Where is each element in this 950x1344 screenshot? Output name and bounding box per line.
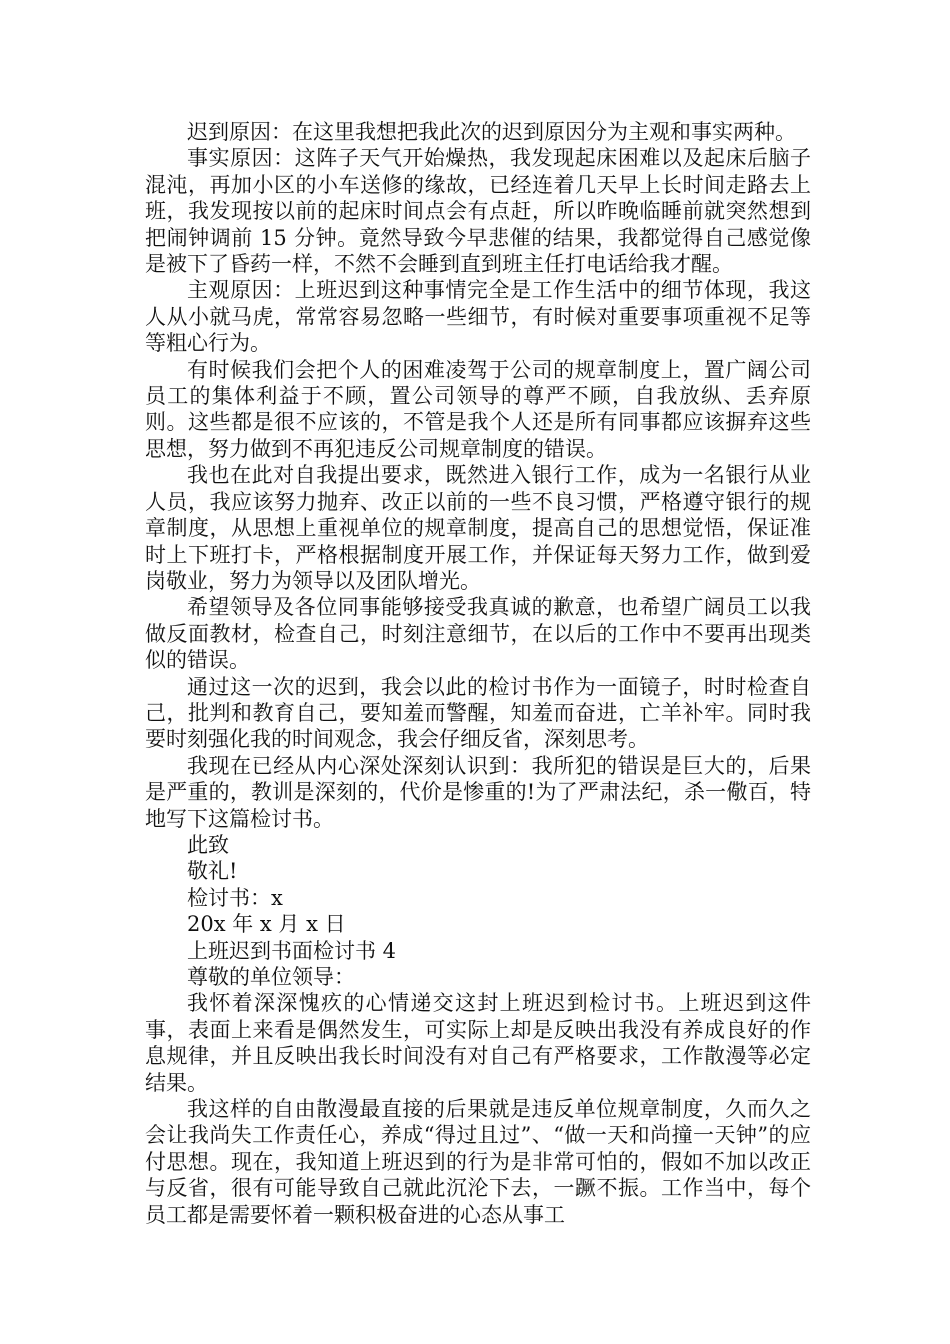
paragraph-self-requirements: 我也在此对自我提出要求，既然进入银行工作，成为一名银行从业人员，我应该努力抛弃、改正以前的一些不良习惯，严格遵守银行的规章制度，从思想上重视单位的规章制度，提高自己的思想觉悟，保证准时上下班打卡，严格根据制度开展工作，并保证每天努力工作，做到爱岗敬业，努力为领导以及团队增光。 bbox=[145, 463, 811, 593]
greeting-line: 尊敬的单位领导： bbox=[187, 965, 355, 989]
paragraph-apology: 希望领导及各位同事能够接受我真诚的歉意，也希望广阔员工以我做反面教材，检查自己，时刻注意细节，在以后的工作中不要再出现类似的错误。 bbox=[145, 595, 811, 673]
document-page bbox=[145, 119, 811, 1228]
paragraph-subjective-reasons: 主观原因：上班迟到这种事情完全是工作生活中的细节体现，我这人从小就马虎，常常容易忽略一些细节，有时候对重要事项重视不足等等粗心行为。 bbox=[145, 278, 811, 356]
signature-line: 检讨书：x bbox=[187, 885, 283, 910]
paragraph-consequences: 我这样的自由散漫最直接的后果就是违反单位规章制度，久而久之会让我尚失工作责任心，养成“得过且过”、“做一天和尚撞一天钟”的应付思想。现在，我知道上班迟到的行为是非常可怕的，假如不加以改正与反省，很有可能导致自己就此沉沦下去，一蹶不振。工作当中，每个员工都是需要怀着一颗积极奋进的心态从事工 bbox=[145, 1097, 811, 1227]
paragraph-mirror: 通过这一次的迟到，我会以此的检讨书作为一面镜子，时时检查自己，批判和教育自己，要知羞而警醒，知羞而奋进，亡羊补牢。同时我要时刻强化我的时间观念，我会仔细反省，深刻思考。 bbox=[145, 674, 811, 752]
paragraph-recognition: 我现在已经从内心深处深刻认识到：我所犯的错误是巨大的，后果是严重的，教训是深刻的，代价是惨重的!为了严肃法纪，杀一儆百，特地写下这篇检讨书。 bbox=[145, 753, 811, 831]
paragraph-company-rules: 有时候我们会把个人的困难凌驾于公司的规章制度上，置广阔公司员工的集体利益于不顾，置公司领导的尊严不顾，自我放纵、丢弃原则。这些都是很不应该的，不管是我个人还是所有同事都应该摒弃这些思想，努力做到不再犯违反公司规章制度的错误。 bbox=[145, 357, 811, 461]
paragraph-letter-intro: 我怀着深深愧疚的心情递交这封上班迟到检讨书。上班迟到这件事，表面上来看是偶然发生，可实际上却是反映出我没有养成良好的作息规律，并且反映出我长时间没有对自己有严格要求，工作散漫等必定结果。 bbox=[145, 991, 811, 1095]
date-line: 20x 年 x 月 x 日 bbox=[187, 912, 346, 937]
paragraph-late-reasons: 迟到原因：在这里我想把我此次的迟到原因分为主观和事实两种。 bbox=[187, 120, 796, 144]
closing-regards: 敬礼! bbox=[187, 859, 238, 884]
paragraph-factual-reasons: 事实原因：这阵子天气开始燥热，我发现起床困难以及起床后脑子混沌，再加小区的小车送修的缘故，已经连着几天早上长时间走路去上班，我发现按以前的起床时间点会有点赶，所以昨晚临睡前就突然想到把闹钟调前 15 分钟。竟然导致今早悲催的结果，我都觉得自己感觉像是被下了昏药一样，不然不会睡到直到班主任打电话给我才醒。 bbox=[145, 146, 811, 277]
closing-salutation: 此致 bbox=[187, 832, 229, 857]
section-title: 上班迟到书面检讨书 4 bbox=[187, 938, 397, 963]
